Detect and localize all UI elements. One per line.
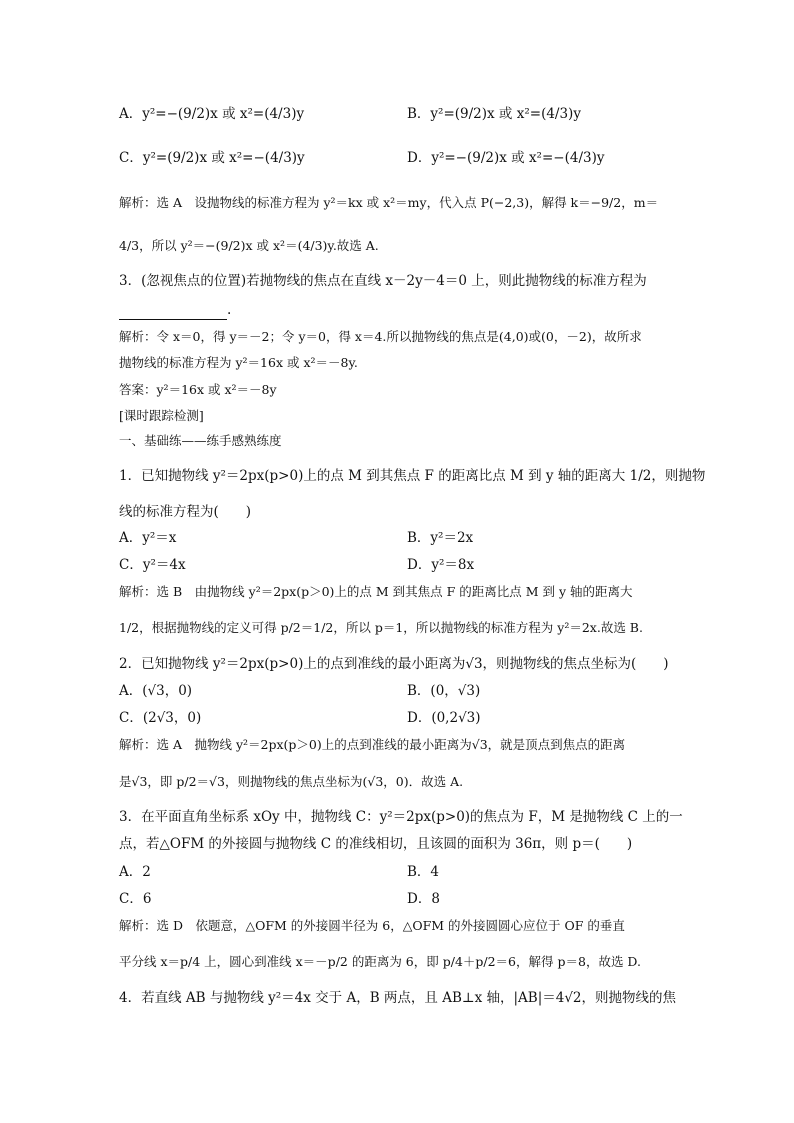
option-b: B．4 — [407, 864, 440, 880]
option-b: B．y²=(9/2)x 或 x²=(4/3)y — [407, 106, 581, 122]
section-tag: [课时跟踪检测] — [119, 408, 204, 423]
analysis-text: 抛物线的标准方程为 y²＝16x 或 x²＝－8y. — [119, 355, 358, 370]
question-stem: 4．若直线 AB 与抛物线 y²＝4x 交于 A，B 两点，且 AB⊥x 轴，|AB|＝4√2，则抛物线的焦 — [119, 990, 677, 1006]
option-d: D．y²=−(9/2)x 或 x²=−(4/3)y — [407, 150, 605, 166]
analysis-text: 是√3，即 p/2＝√3，则抛物线的焦点坐标为(√3，0)．故选 A. — [119, 774, 464, 789]
answer-text: 答案：y²＝16x 或 x²＝－8y — [119, 382, 277, 397]
analysis-text: 4/3，所以 y²＝−(9/2)x 或 x²＝(4/3)y.故选 A. — [119, 238, 379, 253]
analysis-text: 解析：选 A 设抛物线的标准方程为 y²＝kx 或 x²＝my，代入点 P(−2,3)，解得 k＝−9/2，m＝ — [119, 195, 659, 210]
option-b: B．(0，√3) — [407, 683, 481, 699]
analysis-text: 1/2，根据抛物线的定义可得 p/2＝1/2，所以 p＝1，所以抛物线的标准方程为 y²＝2x.故选 B. — [119, 620, 643, 635]
option-b: B．y²＝2x — [407, 530, 474, 546]
section-title: 一、基础练——练手感熟练度 — [119, 433, 282, 448]
option-a: A．(√3，0) — [119, 683, 193, 699]
option-a: A．y²=−(9/2)x 或 x²=(4/3)y — [119, 106, 305, 122]
analysis-text: 解析：令 x＝0，得 y＝－2；令 y＝0，得 x＝4.所以抛物线的焦点是(4,0)或(0，－2)，故所求 — [119, 329, 642, 344]
question-stem: 3．(忽视焦点的位置)若抛物线的焦点在直线 x－2y－4＝0 上，则此抛物线的标准方程为 — [119, 273, 647, 289]
option-a: A．2 — [119, 864, 151, 880]
analysis-text: 解析：选 B 由抛物线 y²＝2px(p＞0)上的点 M 到其焦点 F 的距离比点 M 到 y 轴的距离大 — [119, 584, 633, 599]
analysis-text: 解析：选 A 抛物线 y²＝2px(p＞0)上的点到准线的最小距离为√3，就是顶点到焦点的距离 — [119, 737, 626, 752]
question-stem: 线的标准方程为( ) — [119, 504, 252, 520]
question-stem: . — [119, 300, 231, 320]
analysis-text: 解析：选 D 依题意，△OFM 的外接圆半径为 6，△OFM 的外接圆圆心应位于 OF 的垂直 — [119, 918, 625, 933]
question-stem: 1．已知抛物线 y²＝2px(p>0)上的点 M 到其焦点 F 的距离比点 M 到 y 轴的距离大 1/2，则抛物 — [119, 468, 706, 484]
option-c: C．y²＝4x — [119, 557, 186, 573]
option-c: C．6 — [119, 891, 152, 907]
question-stem: 3．在平面直角坐标系 xOy 中，抛物线 C：y²＝2px(p>0)的焦点为 F，M 是抛物线 C 上的一 — [119, 809, 683, 825]
option-d: D．(0,2√3) — [407, 710, 481, 726]
option-d: D．y²＝8x — [407, 557, 475, 573]
option-d: D．8 — [407, 891, 440, 907]
question-stem: 点，若△OFM 的外接圆与抛物线 C 的准线相切，且该圆的面积为 36π，则 p＝( ) — [119, 836, 633, 852]
option-c: C．(2√3，0) — [119, 710, 202, 726]
analysis-text: 平分线 x＝p/4 上，圆心到准线 x＝－p/2 的距离为 6，即 p/4＋p/2＝6，解得 p＝8，故选 D. — [119, 954, 641, 969]
question-stem: 2．已知抛物线 y²＝2px(p>0)上的点到准线的最小距离为√3，则抛物线的焦点坐标为( ) — [119, 656, 669, 672]
option-a: A．y²＝x — [119, 530, 177, 546]
option-c: C．y²=(9/2)x 或 x²=−(4/3)y — [119, 150, 305, 166]
answer-blank — [119, 305, 227, 320]
